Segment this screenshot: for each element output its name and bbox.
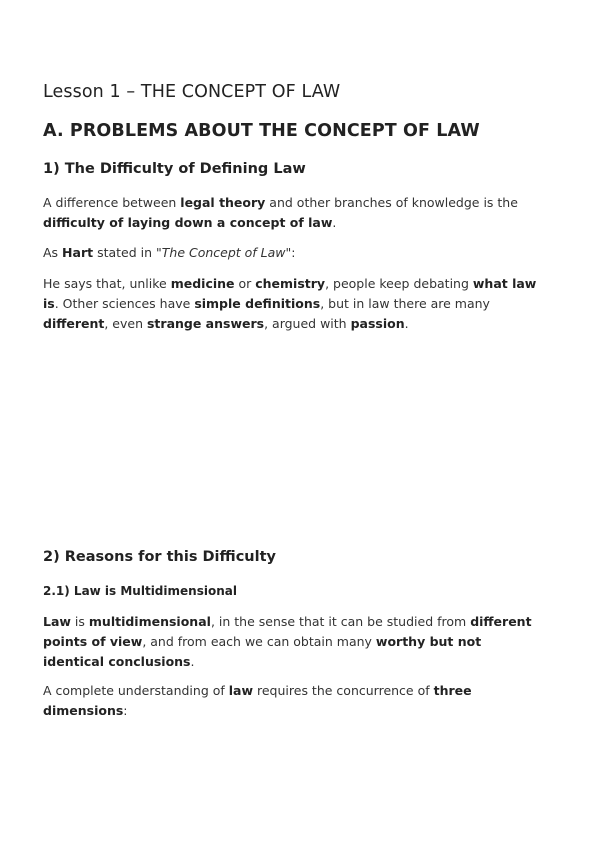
text-run: or: [234, 276, 256, 291]
bold-term: simple definitions: [194, 296, 321, 311]
subsection-2-1-heading: 2.1) Law is Multidimensional: [43, 584, 237, 598]
paragraph-three-dimensions: [43, 681, 543, 721]
text-run: , even: [104, 316, 147, 331]
book-title: "The Concept of Law": [156, 245, 292, 260]
paragraph-multidimensional: [43, 612, 543, 672]
text-run: stated in: [93, 245, 157, 260]
paragraph-legal-theory: [43, 193, 543, 233]
bold-term: different points of view: [43, 614, 532, 649]
bold-term: passion: [350, 316, 405, 331]
section-2-heading: 2) Reasons for this Difficulty: [43, 549, 276, 565]
bold-term: medicine: [170, 276, 235, 291]
paragraph-hart-quote: [43, 243, 543, 263]
text-run: , and from each we can obtain many: [142, 634, 376, 649]
bold-term: strange answers: [146, 316, 265, 331]
text-run: . Other sciences have: [54, 296, 195, 311]
text-run: :: [123, 703, 128, 718]
text-run: :: [291, 245, 296, 260]
text-run: , in the sense that it can be studied from: [210, 614, 471, 629]
text-run: .: [190, 654, 195, 669]
bold-term: three dimensions: [43, 683, 472, 718]
bold-term: law: [228, 683, 254, 698]
text-run: He says that, unlike: [43, 276, 171, 291]
bold-term: different: [43, 316, 105, 331]
text-run: A complete understanding of: [43, 683, 229, 698]
text-run: .: [404, 316, 409, 331]
text-run: requires the concurrence of: [253, 683, 434, 698]
text-run: and other branches of knowledge is the: [265, 195, 518, 210]
bold-term: what law is: [43, 276, 537, 311]
bold-term: worthy but not identical conclusions: [43, 634, 482, 669]
text-run: A difference between: [43, 195, 181, 210]
section-a-title: A. PROBLEMS ABOUT THE CONCEPT OF LAW: [43, 121, 480, 141]
text-run: , but in law there are many: [320, 296, 490, 311]
bold-term: Hart: [62, 245, 94, 260]
paragraph-debating-law: [43, 274, 543, 334]
bold-term: difficulty of laying down a concept of law: [43, 215, 333, 230]
lesson-title: Lesson 1 – THE CONCEPT OF LAW: [43, 82, 341, 102]
text-run: , argued with: [264, 316, 351, 331]
bold-term: Law: [43, 614, 71, 629]
text-run: is: [70, 614, 89, 629]
bold-term: chemistry: [255, 276, 326, 291]
text-run: As: [43, 245, 63, 260]
text-run: , people keep debating: [325, 276, 473, 291]
bold-term: legal theory: [180, 195, 266, 210]
bold-term: multidimensional: [88, 614, 211, 629]
text-run: .: [332, 215, 337, 230]
section-1-heading: 1) The Difficulty of Defining Law: [43, 161, 306, 177]
